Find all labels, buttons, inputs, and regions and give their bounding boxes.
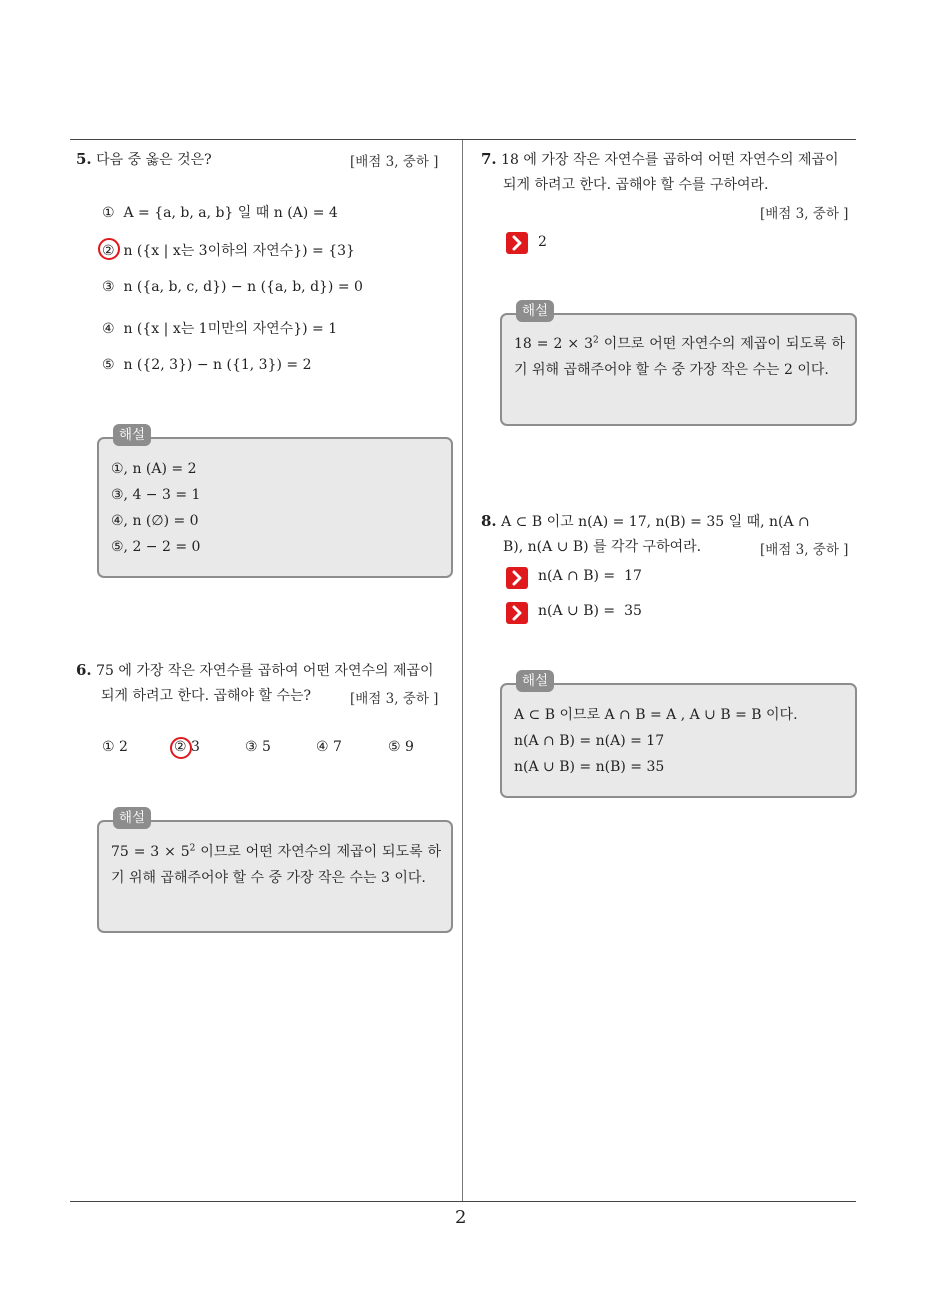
solution-rest: 이므로 어떤 자연수의 제곱이 되도록 하기 위해 곱해주어야 할 수 중 가장 작은 수는 2 이다. (514, 336, 846, 378)
q6-option-1[interactable] (102, 739, 128, 755)
q6-option-5[interactable] (388, 739, 414, 755)
page-number: 2 (455, 1207, 467, 1228)
solution-exponent: 2 (593, 335, 599, 346)
answer-value: 35 (624, 603, 642, 619)
question-5-prompt: 다음 중 옳은 것은? (96, 152, 212, 168)
solution-line: n(A ∪ B) = n(B) = 35 (514, 759, 665, 775)
q5-option-1[interactable] (102, 202, 338, 222)
q7-solution-box (500, 303, 857, 426)
q8-solution-box (500, 673, 857, 798)
option-value: 3 (191, 739, 200, 755)
question-7-header (481, 149, 839, 170)
bottom-rule (70, 1201, 856, 1202)
q5-option-4[interactable] (102, 318, 337, 338)
solution-exponent: 2 (189, 843, 196, 854)
option-value: 2 (119, 739, 128, 755)
question-6-prompt-line2: 되게 하려고 한다. 곱해야 할 수는? (101, 688, 312, 704)
q6-option-4[interactable] (316, 739, 342, 755)
q5-solution-box (97, 427, 453, 578)
solution-tag: 해설 (516, 670, 554, 692)
solution-line: n(A ∩ B) = n(A) = 17 (514, 733, 665, 749)
q5-option-5[interactable] (102, 357, 311, 373)
q6-solution-box (97, 810, 453, 933)
solution-tag: 해설 (113, 424, 151, 446)
question-7-answer: 2 (538, 234, 547, 250)
solution-lead: 18 = 2 × 3 (514, 336, 594, 352)
question-8-number: 8. (481, 512, 497, 530)
question-5-header (76, 149, 212, 170)
question-5-number: 5. (76, 150, 92, 168)
question-7-meta: [배점 3, 중하 ] (760, 206, 849, 222)
solution-line: ⑤, 2 − 2 = 0 (111, 539, 201, 555)
option-text: A = {a, b, a, b} 일 때 n (A) = 4 (123, 205, 338, 221)
question-6-meta: [배점 3, 중하 ] (350, 691, 439, 707)
column-divider (462, 140, 463, 1202)
solution-body (514, 702, 845, 780)
solution-body (514, 331, 845, 383)
question-8-header (481, 511, 810, 532)
solution-body (111, 839, 441, 891)
question-7-number: 7. (481, 150, 497, 168)
option-text: n ({x | x는 3이하의 자연수}) = {3} (123, 243, 355, 259)
option-mark: ④ (316, 739, 329, 755)
answer-arrow-icon (506, 232, 528, 254)
option-value: 9 (405, 739, 414, 755)
option-text: n ({2, 3}) − n ({1, 3}) = 2 (123, 357, 312, 373)
solution-line: ④, n (∅) = 0 (111, 513, 199, 529)
q6-option-2[interactable] (174, 739, 200, 755)
question-8-answer-2 (538, 601, 642, 621)
question-5-meta: [배점 3, 중하 ] (350, 154, 439, 170)
question-8-answer-1 (538, 566, 642, 586)
solution-line: ①, n (A) = 2 (111, 461, 197, 477)
solution-rest: 이므로 어떤 자연수의 제곱이 되도록 하기 위해 곱해주어야 할 수 중 가장 작은 수는 3 이다. (111, 844, 441, 886)
option-value: 7 (333, 739, 342, 755)
option-mark: ⑤ (388, 739, 401, 755)
option-mark: ② (102, 243, 115, 259)
answer-arrow-icon (506, 602, 528, 624)
option-mark: ③ (102, 279, 115, 295)
option-mark: ④ (102, 321, 115, 337)
solution-line: ③, 4 − 3 = 1 (111, 487, 201, 503)
question-6-prompt-line1: 75 에 가장 작은 자연수를 곱하여 어떤 자연수의 제곱이 (96, 663, 434, 679)
q5-option-2[interactable] (102, 240, 355, 260)
answer-value: 17 (624, 568, 642, 584)
option-text: n ({a, b, c, d}) − n ({a, b, d}) = 0 (123, 279, 363, 295)
option-text: n ({x | x는 1미만의 자연수}) = 1 (123, 321, 338, 337)
answer-label: n(A ∪ B) = (538, 603, 616, 619)
option-mark: ③ (245, 739, 258, 755)
solution-tag: 해설 (516, 300, 554, 322)
solution-body (111, 456, 441, 560)
option-mark: ⑤ (102, 357, 115, 373)
top-rule (70, 139, 856, 140)
question-8-meta: [배점 3, 중하 ] (760, 542, 849, 558)
solution-tag: 해설 (113, 807, 151, 829)
option-mark: ② (174, 739, 187, 755)
answer-arrow-icon (506, 567, 528, 589)
question-8-prompt-line1: A ⊂ B 이고 n(A) = 17, n(B) = 35 일 때, n(A ∩ (501, 514, 810, 530)
answer-label: n(A ∩ B) = (538, 568, 616, 584)
question-8-prompt-line2: B), n(A ∪ B) 를 각각 구하여라. (503, 539, 702, 555)
solution-lead: 75 = 3 × 5 (111, 844, 190, 860)
option-mark: ① (102, 739, 115, 755)
q5-option-3[interactable] (102, 279, 363, 295)
question-6-header (76, 660, 434, 681)
option-value: 5 (262, 739, 271, 755)
solution-line: A ⊂ B 이므로 A ∩ B = A , A ∪ B = B 이다. (514, 707, 798, 723)
question-7-prompt-line1: 18 에 가장 작은 자연수를 곱하여 어떤 자연수의 제곱이 (501, 152, 839, 168)
q6-option-3[interactable] (245, 739, 271, 755)
question-7-prompt-line2: 되게 하려고 한다. 곱해야 할 수를 구하여라. (503, 177, 769, 193)
option-mark: ① (102, 205, 115, 221)
question-6-number: 6. (76, 661, 92, 679)
